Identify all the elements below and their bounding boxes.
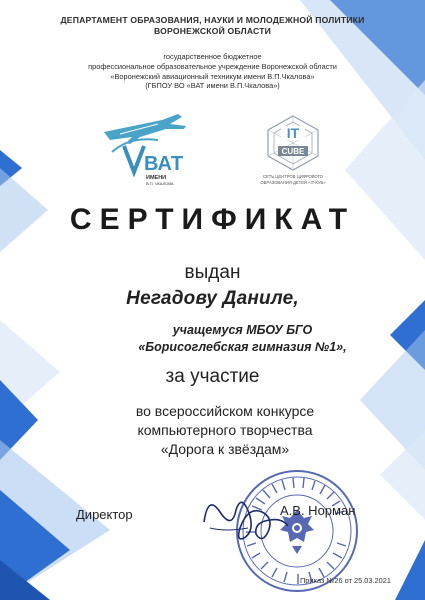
- participation-label: за участие: [165, 366, 260, 387]
- director-label: Директор: [76, 507, 133, 522]
- vat-logo-subtext-2: В.П. ЧКАЛОВА: [146, 181, 174, 186]
- institution-line-3: «Воронежский авиационный техникум имени В.П.Чкалова»: [110, 71, 315, 81]
- director-name: А.В. Норман: [280, 503, 356, 518]
- contest-line-3: «Дорога к звёздам»: [160, 441, 290, 457]
- student-line-2: «Борисоглебская гимназия №1»,: [138, 340, 347, 354]
- itcube-logo-cube: CUBE: [281, 147, 305, 156]
- vat-logo: [100, 110, 190, 190]
- institution-line-2: профессиональное образовательное учреждение Воронежской области: [88, 61, 337, 71]
- institution-line-4: (ГБПОУ ВО «ВАТ имени В.П.Чкалова»): [145, 81, 280, 91]
- institution-header: [0, 52, 425, 91]
- certificate-title: СЕРТИФИКАТ: [69, 203, 356, 236]
- student-info: [60, 322, 425, 356]
- vat-logo-subtext: ИМЕНИ: [146, 175, 167, 181]
- contest-line-1: во всероссийском конкурсе: [135, 403, 315, 419]
- department-line-2: ВОРОНЕЖСКОЙ ОБЛАСТИ: [153, 26, 272, 36]
- department-line-1: ДЕПАРТАМЕНТ ОБРАЗОВАНИЯ, НАУКИ И МОЛОДЕЖНОЙ ПОЛИТИКИ: [60, 15, 365, 25]
- itcube-caption-1: СЕТЬ ЦЕНТРОВ ЦИФРОВОГО: [262, 174, 324, 179]
- order-note: Приказ №26 от 25.03.2021: [300, 576, 391, 585]
- itcube-logo-it: IT: [286, 125, 300, 141]
- issued-label: выдан: [184, 262, 241, 283]
- contest-info: [40, 402, 410, 459]
- institution-line-1: государственное бюджетное: [163, 52, 262, 61]
- recipient-name: Негадову Даниле,: [126, 288, 299, 309]
- vat-logo-text: ВАТ: [144, 153, 184, 175]
- department-header: [0, 15, 425, 37]
- itcube-logo: [248, 110, 338, 190]
- contest-line-2: компьютерного творчества: [137, 422, 313, 438]
- itcube-caption-2: ОБРАЗОВАНИЯ ДЕТЕЙ «IT-КУБ»: [260, 180, 326, 185]
- student-line-1: учащемуся МБОУ БГО: [172, 323, 313, 337]
